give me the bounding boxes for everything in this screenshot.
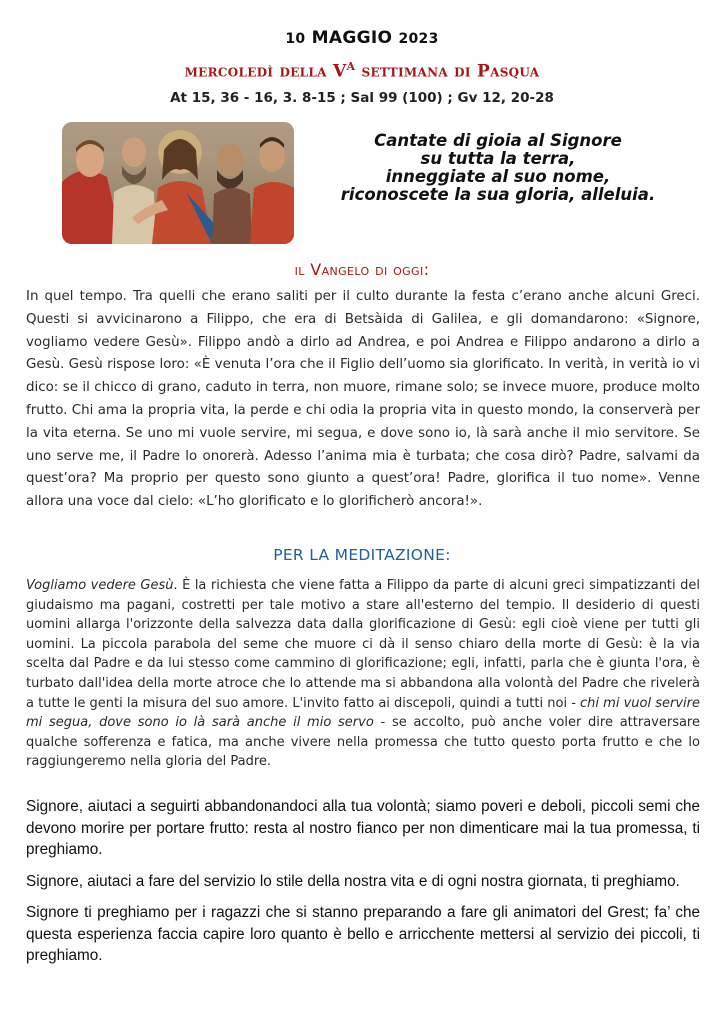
prayer-item: Signore ti preghiamo per i ragazzi che si stanno preparando a fare gli animatori del Grest; fa’ che questa esperienza faccia capire loro quanto è bello e arricchente mettersi al servizio dei piccoli, ti preghiamo. [26, 904, 700, 964]
feast-title-part2: settimana di Pasqua [355, 61, 540, 82]
date-heading [0, 28, 724, 48]
meditation-text [26, 576, 700, 772]
antiphon-line: Cantate di gioia al Signore [374, 131, 622, 150]
prayer-item: Signore, aiutaci a fare del servizio lo stile della nostra vita e di ogni nostra giornata, ti preghiamo. [26, 872, 680, 890]
fresco-painting-icon [62, 122, 294, 244]
date-day: 10 [285, 31, 306, 47]
feast-title-part1: mercoledì della V [184, 61, 347, 82]
meditation-intro: Vogliamo vedere Gesù [26, 578, 174, 593]
date-year: 2023 [398, 31, 439, 47]
antiphon-line: su tutta la terra, [420, 149, 576, 168]
antiphon-line: riconoscete la sua gloria, alleluia. [340, 185, 656, 204]
meditation-quote: chi mi vuol servire mi segua, dove sono io là sarà anche il mio servo [26, 695, 700, 731]
antiphon [318, 132, 678, 204]
date-month: MAGGIO [311, 28, 393, 48]
feast-title-superscript: A [346, 60, 356, 73]
antiphon-line: inneggiate al suo nome, [385, 167, 611, 186]
meditation-body-1: . È la richiesta che viene fatta a Filippo da parte di alcuni greci simpatizzanti del giudaismo ma pagani, costretti per tale motivo a stare all'esterno del tempio. Il desiderio di questi uomini allarga l'orizzonte della salvezza data dalla glorificazione di Gesù: egli cioè viene per tutti gli uomini. La piccola parabola del seme che muore ci dà il senso chiaro della morte di Gesù: è la via scelta dal Padre e da lui stesso come cammino di glorificazione; egli, infatti, parla che è giunta l'ora, è turbato dall'idea della morte atroce che lo attende ma si abbandona alla volontà del Padre che rivelerà a tutte le genti la misura del suo amore. L'invito fatto ai discepoli, quindi a tutti noi - [26, 578, 700, 711]
meditation-heading: PER LA MEDITAZIONE: [273, 546, 451, 564]
gospel-heading: il Vangelo di oggi: [294, 260, 430, 279]
readings-references: At 15, 36 - 16, 3. 8-15 ; Sal 99 (100) ; Gv 12, 20-28 [170, 90, 554, 106]
prayer-item: Signore, aiutaci a seguirti abbandonandoci alla tua volontà; siamo poveri e deboli, piccoli semi che devono morire per portare frutto: resta al nostro fianco per non dimenticare mai la tua promessa, ti preghiamo. [26, 798, 700, 858]
meditation-body-2: - se accolto, può anche voler dire attraversare qualche sofferenza e fatica, ma anche vivere nella promessa che tutto questo porta frutto e che lo raggiungeremo nella gloria del Padre. [26, 715, 700, 770]
prayers-list [26, 796, 700, 977]
feast-title [0, 60, 724, 82]
gospel-text: In quel tempo. Tra quelli che erano saliti per il culto durante la festa c’erano anche alcuni Greci. Questi si avvicinarono a Filippo, che era di Betsàida di Galilea, e gli domandarono: «Signore, vogliamo vedere Gesù». Filippo andò a dirlo ad Andrea, e poi Andrea e Filippo andarono a dirlo a Gesù. Gesù rispose loro: «È venuta l’ora che il Figlio dell’uomo sia glorificato. In verità, in verità io vi dico: se il chicco di grano, caduto in terra, non muore, rimane solo; se invece muore, produce molto frutto. Chi ama la propria vita, la perde e chi odia la propria vita in questo mondo, la conserverà per la vita eterna. Se uno mi vuole servire, mi segua, e dove sono io, là sarà anche il mio servitore. Se uno serve me, il Padre lo onorerà. Adesso l’anima mia è turbata; che cosa dirò? Padre, salvami da quest’ora? Ma proprio per questo sono giunto a quest’ora! Padre, glorifica il tuo nome». Venne allora una voce dal cielo: «L’ho glorificato e lo glorificherò ancora!». [26, 289, 700, 510]
